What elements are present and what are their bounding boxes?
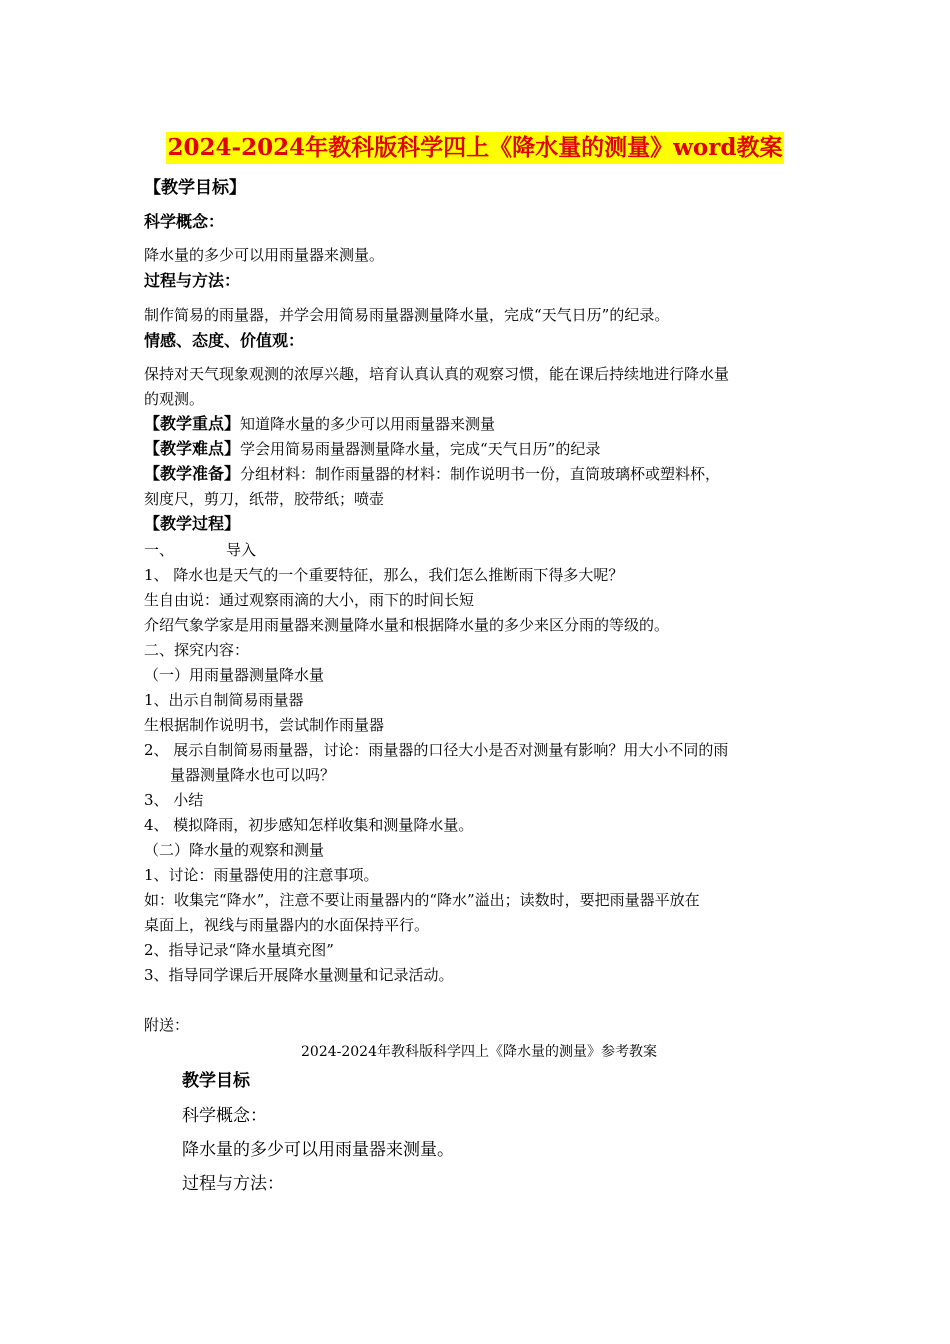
process-line-18: 3、指导同学课后开展降水量测量和记录活动。 [144,966,454,984]
appendix-objectives: 教学目标 [182,1071,250,1091]
process-line-10: 量器测量降水也可以吗？ [170,766,336,784]
process-line-12: 4、 模拟降雨，初步感知怎样收集和测量降水量。 [144,816,474,834]
process-line-7: 1、出示自制简易雨量器 [144,691,304,709]
process-line-14: 1、讨论：雨量器使用的注意事项。 [144,866,379,884]
process-heading: 【教学过程】 [144,514,241,533]
process-line-13: （二）降水量的观察和测量 [144,841,325,859]
key-text: 知道降水量的多少可以用雨量器来测量 [240,415,496,433]
appendix-title: 2024-2024年教科版科学四上《降水量的测量》参考教案 [301,1044,657,1060]
process-line-6: （一）用雨量器测量降水量 [144,666,325,684]
objectives-heading: 【教学目标】 [144,178,246,198]
title-wrap [0,132,950,164]
method-text: 制作简易的雨量器，并学会用简易雨量器测量降水量，完成“天气日历”的纪录。 [144,306,670,324]
process-line-15: 如：收集完“降水”，注意不要让雨量器内的“降水”溢出；读数时，要把雨量器平放在 [144,891,700,909]
process-line-17: 2、指导记录“降水量填充图” [144,941,334,959]
prep-point [144,462,814,486]
process-item-1-text: 导入 [226,541,257,559]
process-line-11: 3、 小结 [144,791,204,809]
prep-label: 【教学准备】 [144,464,241,483]
key-label: 【教学重点】 [144,414,241,433]
process-item-1-num: 一、 [144,541,175,559]
process-line-3: 生自由说：通过观察雨滴的大小，雨下的时间长短 [144,591,475,609]
process-line-5: 二、探究内容： [144,641,250,659]
appendix-method-heading: 过程与方法： [182,1174,284,1194]
process-line-8: 生根据制作说明书，尝试制作雨量器 [144,716,385,734]
prep-text-2: 刻度尺，剪刀，纸带，胶带纸；喷壶 [144,490,385,508]
process-line-9: 2、 展示自制简易雨量器，讨论：雨量器的口径大小是否对测量有影响？用大小不同的雨 [144,741,729,759]
attitude-text-2: 的观测。 [144,390,205,408]
key-point [144,412,814,436]
difficult-label: 【教学难点】 [144,439,241,458]
process-item-1 [144,538,814,562]
appendix-concept-heading: 科学概念： [182,1106,267,1126]
appendix-label: 附送： [144,1016,190,1034]
prep-text-1: 分组材料：制作雨量器的材料：制作说明书一份，直筒玻璃杯或塑料杯， [240,465,721,483]
concept-text: 降水量的多少可以用雨量器来测量。 [144,246,385,264]
process-line-4: 介绍气象学家是用雨量器来测量降水量和根据降水量的多少来区分雨的等级的。 [144,616,670,634]
concept-heading: 科学概念： [144,212,225,231]
appendix-concept-text: 降水量的多少可以用雨量器来测量。 [182,1140,454,1160]
difficult-text: 学会用简易雨量器测量降水量，完成“天气日历”的纪录 [240,440,601,458]
attitude-heading: 情感、态度、价值观： [144,331,305,350]
method-heading: 过程与方法： [144,271,241,290]
document-title: 2024-2024年教科版科学四上《降水量的测量》word教案 [166,132,785,164]
process-line-2: 1、 降水也是天气的一个重要特征，那么，我们怎么推断雨下得多大呢？ [144,566,624,584]
difficult-point [144,437,814,461]
process-line-16: 桌面上，视线与雨量器内的水面保持平行。 [144,916,430,934]
attitude-text-1: 保持对天气现象观测的浓厚兴趣，培育认真认真的观察习惯，能在课后持续地进行降水量 [144,365,730,383]
